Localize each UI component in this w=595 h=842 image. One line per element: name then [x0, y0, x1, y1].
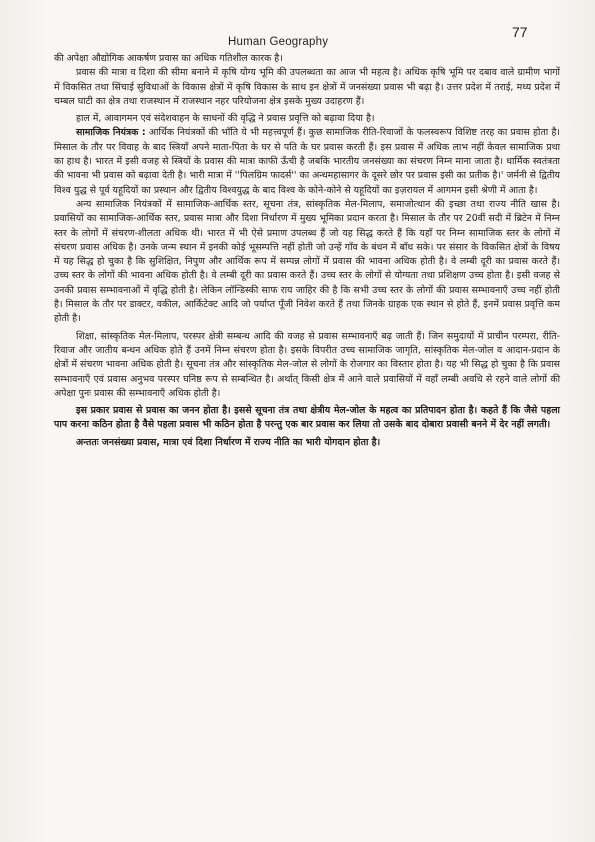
paragraph-7	[54, 404, 560, 433]
paragraph-3	[54, 112, 560, 126]
paragraph-2	[54, 66, 560, 109]
paragraph-5-text: अन्य सामाजिक नियंत्रकों में सामाजिक-आर्थिक स्तर, सूचना तंत्र, सांस्कृतिक मेल-मिलाप, समाजोत्थान की इच्छा तथा राज्य नीति खास है। प्रवासियों का सामाजिक-आर्थिक स्तर, प्रवास मात्रा और दिशा निर्धारण में मुख्य भूमिका प्रदान करता है। मिसाल के तौर पर 20वीं सदी में ब्रिटेन में निम्न स्तर के लोगों में संचरण-शीलता अधिक थी। भारत में भी ऐसे प्रमाण उपलब्ध हैं जो यह सिद्ध करते हैं कि यहाँ पर निम्न सामाजिक स्तर के लोगों में संचरण प्रवास अधिक है। उनके जन्म स्थान में इनकी कोई भूसम्पत्ति नहीं होती जो उन्हें गाँव के बंधन में बाँध सके। पर संसार के विकसित क्षेत्रों के विषय में यह सिद्ध हो चुका है कि सुशिक्षित, निपुण और आर्थिक रूप में सम्पन्न लोगों में प्रवास की भावना अधिक होती है। वे लम्बी दूरी का प्रवास करते हैं। उच्च स्तर के लोगों की भावना अधिक होती है। वे लम्बी दूरी का प्रवास करते हैं। उच्च स्तर के लोगों से योग्यता तथा प्रशिक्षण उच्च होता है। इसी वजह से उनकी प्रवास सम्भावनाओं में वृद्धि होती है। लेकिन लॉन्डिस्की साफ राय जाहिर की है कि सभी उच्च स्तर के लोगों की प्रवास सम्भावनाएँ उच्च नहीं होती है। मिसाल के तौर पर डाक्टर, वकील, आर्किटेक्ट आदि जो पर्याप्त पूँजी निवेश करते हैं तथा जिनके ग्राहक एक स्थान से होते हैं, इनमें प्रवास प्रवृत्ति कम होती है।	[54, 198, 560, 325]
page-number: 77	[512, 24, 528, 40]
paragraph-conclusion	[54, 436, 560, 450]
paragraph-conclusion-lead: अन्ततः	[76, 436, 99, 448]
page-header	[0, 24, 595, 48]
running-head-title: Human Geography	[228, 36, 329, 48]
paragraph-social-controls-heading: सामाजिक नियंत्रक :	[76, 127, 146, 139]
paragraph-6	[54, 330, 560, 401]
paragraph-7-text: इस प्रकार प्रवास से प्रवास का जनन होता है। इससे सूचना तंत्र तथा क्षेत्रीय मेल-जोल के महत्व का प्रतिपादन होता है। कहते हैं कि जैसे पहला पाप करना कठिन होता है वैसे पहला प्रवास भी कठिन होता है परन्तु एक बार प्रवास कर लिया तो उसके बाद दोबारा प्रवासी बनने में देर नहीं लगती।	[54, 405, 560, 431]
body-text	[54, 52, 560, 450]
paragraph-6-text: शिक्षा, सांस्कृतिक मेल-मिलाप, परस्पर क्षेत्री सम्बन्ध आदि की वजह से प्रवास सम्भावनाएँ बढ़ जाती हैं। जिन समुदायों में प्राचीन परम्परा, रीति-रिवाज और जातीय बन्धन अधिक होते हैं उनमें निम्न संचरण होता है। इसके विपरीत उच्च सामाजिक जागृति, सांस्कृतिक मेल-जोल व आदान-प्रदान के क्षेत्रों में संचरण भावना अधिक होती है। सूचना तंत्र और सांस्कृतिक मेल-जोल से लोगों के रोजगार का विस्तार होता है। यह भी सिद्ध हो चुका है कि प्रवास सम्भावनाएँ एवं प्रवास अनुभव परस्पर घनिष्ठ रूप से सम्बन्धित है। अर्थात् किसी क्षेत्र में आने वाले प्रवासियों में वहाँ लम्बी अवधि से रहने वाले लोगों की अपेक्षा पुनः प्रवास की सम्भावनाएँ अधिक होती है।	[54, 330, 560, 399]
paragraph-1-text: की अपेक्षा औद्योगिक आकर्षण प्रवास का अधिक गतिशील कारक है।	[54, 53, 283, 64]
paragraph-social-controls-text: आर्थिक नियंत्रकों की भाँति ये भी महत्त्वपूर्ण हैं। कुछ सामाजिक रीति-रिवाजों के फलस्वरूप विशिष्ट तरह का प्रवास होता है। मिसाल के तौर पर विवाह के बाद स्त्रियाँ अपने माता-पिता के घर से पति के घर प्रवास करती हैं। इस प्रवास में अधिक लाभ नहीं केवल सामाजिक प्रथा का हाथ है। भारत में इसी वजह से स्त्रियों के प्रवास की मात्रा काफी ऊँची है जबकि भारतीय जनसंख्या का संचरण निम्न माना जाता है। धार्मिक स्वतंत्रता की भावना भी प्रवास को बढ़ावा देती है। भारी मात्रा में ''पिलग्रिम फादर्स'' का अन्धमहासागर के दूसरे छोर पर प्रवास इसी का प्रतीक है।' जर्मनी से द्वितीय विश्व युद्ध से पूर्व यहूदियों का प्रस्थान और द्वितीय विश्वयुद्ध के बाद विश्व के कोने-कोने से यहूदियों का इज़रायल में आगमन इसी श्रेणी में आता है।	[54, 127, 560, 196]
paragraph-3-text: हाल में, आवागमन एवं संदेशवाहन के साधनों की वृद्धि ने प्रवास प्रवृत्ति को बढ़ावा दिया है।	[76, 113, 375, 125]
paragraph-5	[54, 198, 560, 327]
paragraph-2-text: प्रवास की मात्रा व दिशा की सीमा बनाने में कृषि योग्य भूमि की उपलब्धता का आज भी महत्व है। अधिक कृषि भूमि पर दबाव वाले ग्रामीण भागों में विकसित तथा सिंचाई सुविधाओं के विकास क्षेत्रों में कृषि विकास के साथ इन क्षेत्रों में जनसंख्या प्रवास भी बढ़ा है। उत्तर प्रदेश में तराई, मध्य प्रदेश में चम्बल घाटी का क्षेत्र तथा राजस्थान में राजस्थान नहर परियोजना क्षेत्र इसके मुख्य उदाहरण हैं।	[54, 67, 560, 107]
paragraph-1	[54, 52, 560, 66]
paragraph-social-controls	[54, 126, 560, 197]
paragraph-conclusion-text: जनसंख्या प्रवास, मात्रा एवं दिशा निर्धारण में राज्य नीति का भारी योगदान होता है।	[98, 436, 381, 448]
